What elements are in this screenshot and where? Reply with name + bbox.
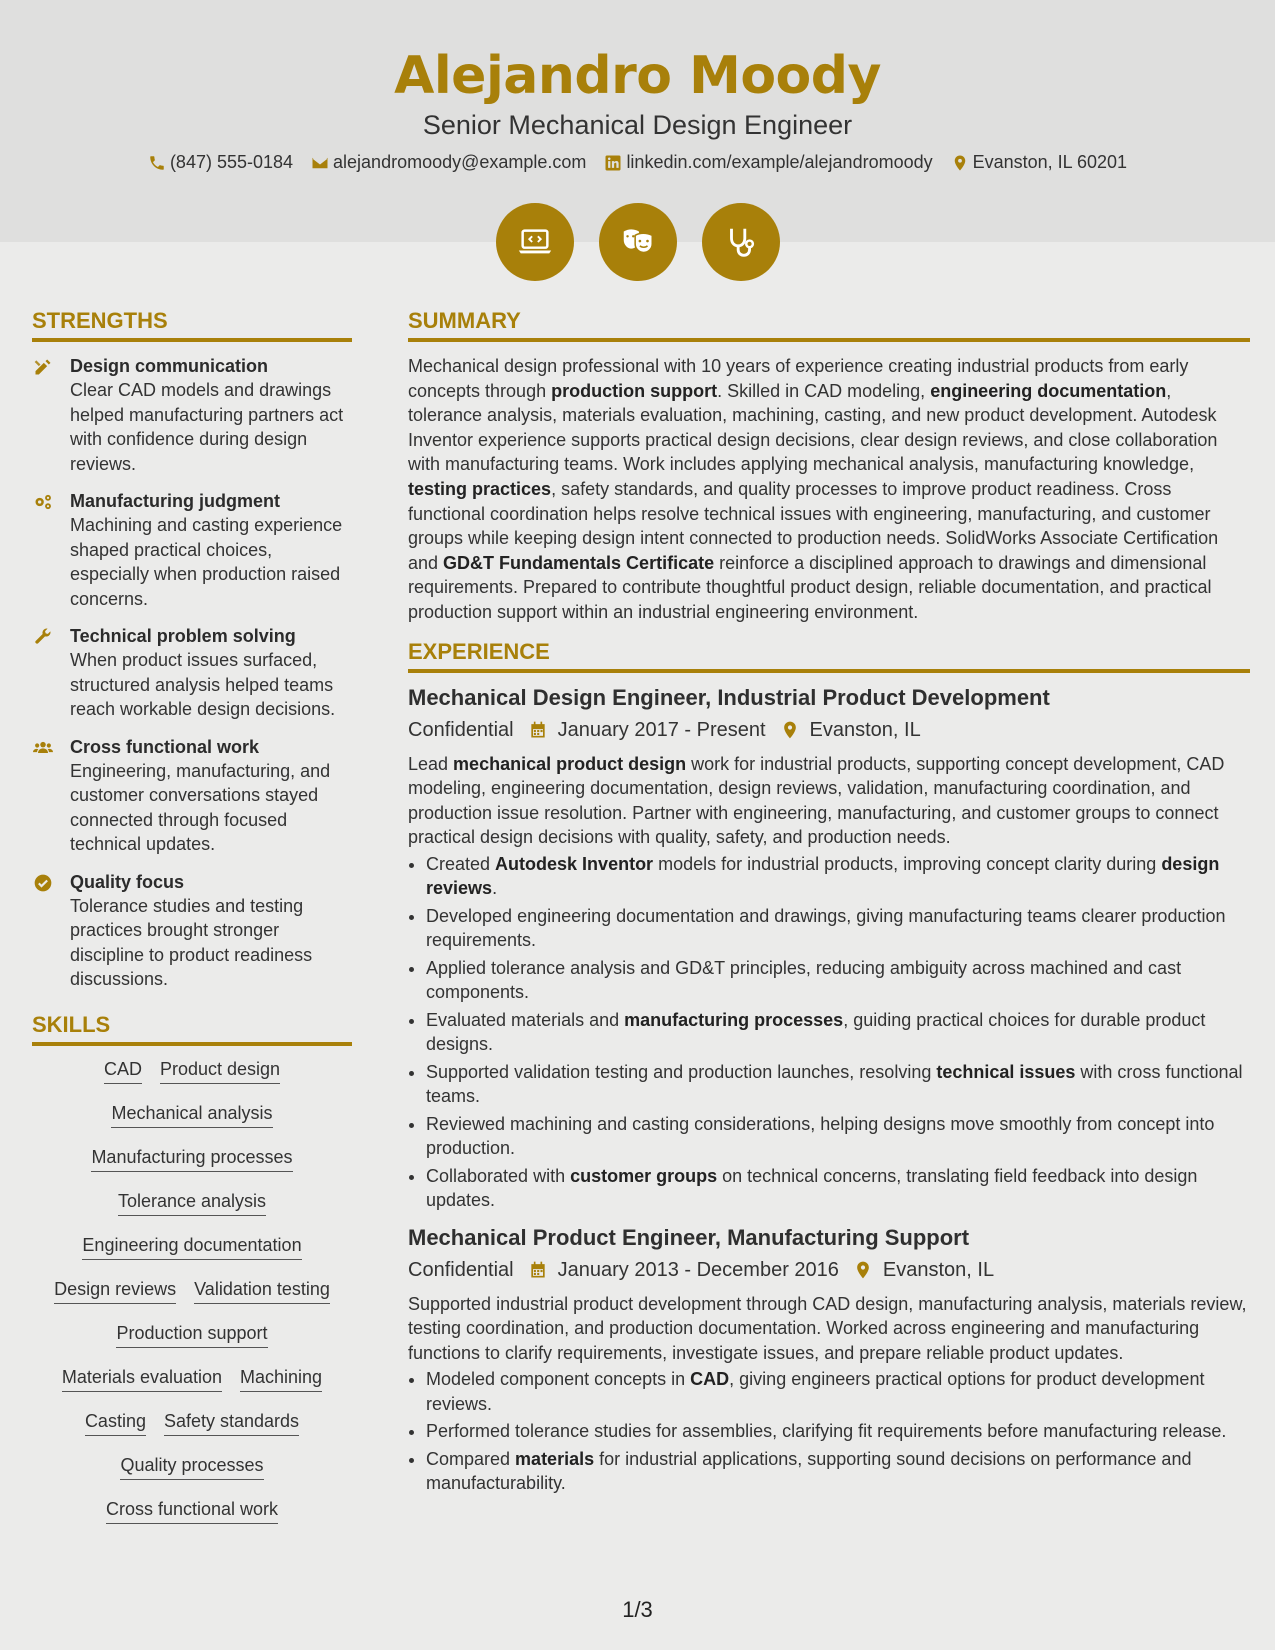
strengths-heading: STRENGTHS: [32, 308, 352, 342]
job-description: Supported industrial product development through CAD design, manufacturing analysis, materials review, testing coordination, and production documentation. Worked across engineering and manufacturing functions to clarify requirements, investigate issues, and prepare reliable product updates.: [408, 1293, 1247, 1363]
skill-tag: Validation testing: [194, 1278, 330, 1304]
summary-text: Mechanical design professional with 10 years of experience creating industrial products from early concepts through production support. Skilled in CAD modeling, engineering documentation, tolerance analysis, materials evaluation, machining, casting, and new product development. Autodesk Inventor experience supports practical design decisions, clear design reviews, and close collaboration with manufacturing teams. Work includes applying mechanical analysis, manufacturing knowledge, testing practices, safety standards, and quality processes to improve product readiness. Cross functional coordination helps resolve technical issues with engineering, manufacturing, and customer groups while keeping design intent connected to production needs. SolidWorks Associate Certification and GD&T Fundamentals Certificate reinforce a disciplined approach to drawings and dimensional requirements. Prepared to contribute thoughtful product design, reliable documentation, and practical production support within an industrial engineering environment.: [408, 356, 1219, 622]
contact-location: [951, 152, 1127, 173]
strength-item: [32, 489, 352, 611]
job-bullets: [408, 852, 1250, 1213]
skill-tag: Mechanical analysis: [111, 1102, 272, 1128]
job-dates: January 2017 - Present: [557, 718, 766, 741]
candidate-title: Senior Mechanical Design Engineer: [422, 110, 853, 140]
job-company: Confidential: [408, 1258, 514, 1281]
skill-row: [32, 1366, 352, 1392]
list-item: • Supported validation testing and production launches, resolving technical issues with cross functional teams.: [426, 1060, 1250, 1109]
skills-heading: SKILLS: [32, 1012, 352, 1046]
skill-tag: Materials evaluation: [62, 1366, 222, 1392]
job-entry: [408, 685, 1250, 1213]
job-meta: [408, 719, 1250, 742]
skills-section: [32, 1012, 352, 1524]
strength-desc: Engineering, manufacturing, and customer conversations stayed connected through focused technical updates.: [70, 760, 331, 854]
stethoscope-icon: [702, 203, 780, 281]
job-bullets: [408, 1367, 1250, 1496]
candidate-name: Alejandro Moody: [394, 46, 881, 106]
job-entry: [408, 1225, 1250, 1496]
skill-tag: Manufacturing processes: [91, 1146, 292, 1172]
strength-item: [32, 354, 352, 476]
skill-row: [32, 1146, 352, 1172]
strength-desc: Machining and casting experience shaped practical choices, especially when production raised concerns.: [70, 515, 343, 609]
pencil-ruler-icon: [32, 354, 56, 476]
skill-row: [32, 1322, 352, 1348]
skill-row: [32, 1234, 352, 1260]
strength-title: Cross functional work: [70, 736, 260, 757]
list-item: • Modeled component concepts in CAD, giving engineers practical options for product development reviews.: [426, 1367, 1250, 1416]
job-dates: January 2013 - December 2016: [557, 1258, 839, 1281]
gears-icon: [32, 489, 56, 611]
job-description: Lead mechanical product design work for industrial products, supporting concept development, CAD modeling, engineering documentation, design reviews, validation, manufacturing coordination, and production issue resolution. Partner with engineering, manufacturing, and customer groups to connect practical design decisions with quality, safety, and production needs.: [408, 753, 1225, 848]
skills-list: [32, 1058, 352, 1524]
wrench-icon: [32, 624, 56, 722]
email-text: alejandromoody@example.com: [333, 152, 587, 172]
skill-tag: Product design: [160, 1058, 280, 1084]
list-item: • Collaborated with customer groups on technical concerns, translating field feedback into design updates.: [426, 1164, 1250, 1213]
skill-tag: Production support: [116, 1322, 267, 1348]
list-item: • Developed engineering documentation and drawings, giving manufacturing teams clearer production requirements.: [426, 904, 1250, 953]
job-title: Mechanical Product Engineer, Manufacturing Support: [408, 1224, 970, 1250]
strength-desc: When product issues surfaced, structured analysis helped teams reach workable design decisions.: [70, 650, 336, 719]
phone-icon: [148, 154, 166, 172]
location-text: Evanston, IL 60201: [972, 152, 1128, 172]
linkedin-icon: [604, 154, 622, 172]
skill-tag: Cross functional work: [106, 1498, 278, 1524]
list-item: • Created Autodesk Inventor models for industrial products, improving concept clarity during design reviews.: [426, 852, 1250, 901]
list-item: • Reviewed machining and casting considerations, helping designs move smoothly from concept into production.: [426, 1112, 1250, 1161]
job-title: Mechanical Design Engineer, Industrial Product Development: [408, 684, 1050, 710]
strength-item: [32, 624, 352, 722]
strength-title: Design communication: [70, 356, 269, 376]
right-column: [408, 308, 1250, 1499]
users-icon: [32, 735, 56, 857]
job-location: Evanston, IL: [882, 1258, 995, 1281]
contact-phone[interactable]: [148, 152, 293, 173]
calendar-icon: [528, 1260, 548, 1280]
contact-linkedin[interactable]: [604, 152, 932, 173]
strength-desc: Clear CAD models and drawings helped manufacturing partners act with confidence during design reviews.: [70, 380, 344, 474]
interest-badges: [0, 203, 1275, 281]
strength-title: Manufacturing judgment: [70, 491, 280, 511]
strength-item: [32, 870, 352, 992]
skill-row: [32, 1454, 352, 1480]
skill-row: [32, 1190, 352, 1216]
contact-email[interactable]: [311, 152, 586, 173]
linkedin-text: linkedin.com/example/alejandromoody: [626, 152, 933, 172]
skill-tag: Safety standards: [164, 1410, 299, 1436]
strength-title: Technical problem solving: [70, 626, 296, 646]
strength-title: Quality focus: [70, 871, 185, 892]
skill-tag: CAD: [104, 1058, 142, 1084]
map-pin-icon: [951, 154, 969, 172]
map-pin-icon: [853, 1260, 873, 1280]
skill-row: [32, 1102, 352, 1128]
skill-tag: Engineering documentation: [82, 1234, 301, 1260]
list-item: • Compared materials for industrial applications, supporting sound decisions on performance and manufacturability.: [426, 1447, 1250, 1496]
list-item: • Evaluated materials and manufacturing processes, guiding practical choices for durable product designs.: [426, 1008, 1250, 1057]
phone-text: (847) 555-0184: [169, 152, 294, 172]
skill-row: [32, 1058, 352, 1084]
calendar-icon: [528, 720, 548, 740]
map-pin-icon: [780, 720, 800, 740]
strength-item: [32, 735, 352, 857]
list-item: • Applied tolerance analysis and GD&T principles, reducing ambiguity across machined and cast components.: [426, 956, 1250, 1005]
job-location: Evanston, IL: [809, 718, 921, 741]
list-item: • Performed tolerance studies for assemblies, clarifying fit requirements before manufacturing release.: [426, 1419, 1250, 1444]
left-column: [32, 308, 352, 1542]
job-company: Confidential: [408, 718, 514, 741]
envelope-icon: [311, 154, 329, 172]
check-circle-icon: [32, 870, 56, 992]
page-number: 1/3: [622, 1597, 653, 1622]
laptop-code-icon: [496, 203, 574, 281]
skill-row: [32, 1278, 352, 1304]
contact-bar: [0, 152, 1275, 173]
skill-row: [32, 1498, 352, 1524]
skill-row: [32, 1410, 352, 1436]
skill-tag: Casting: [85, 1410, 146, 1436]
strength-desc: Tolerance studies and testing practices brought stronger discipline to product readiness discussions.: [70, 895, 313, 989]
skill-tag: Machining: [240, 1366, 322, 1392]
theater-masks-icon: [599, 203, 677, 281]
summary-heading: SUMMARY: [408, 308, 1250, 342]
job-meta: [408, 1259, 1250, 1282]
experience-heading: EXPERIENCE: [408, 639, 1250, 673]
skill-tag: Design reviews: [54, 1278, 176, 1304]
skill-tag: Tolerance analysis: [118, 1190, 266, 1216]
skill-tag: Quality processes: [120, 1454, 263, 1480]
